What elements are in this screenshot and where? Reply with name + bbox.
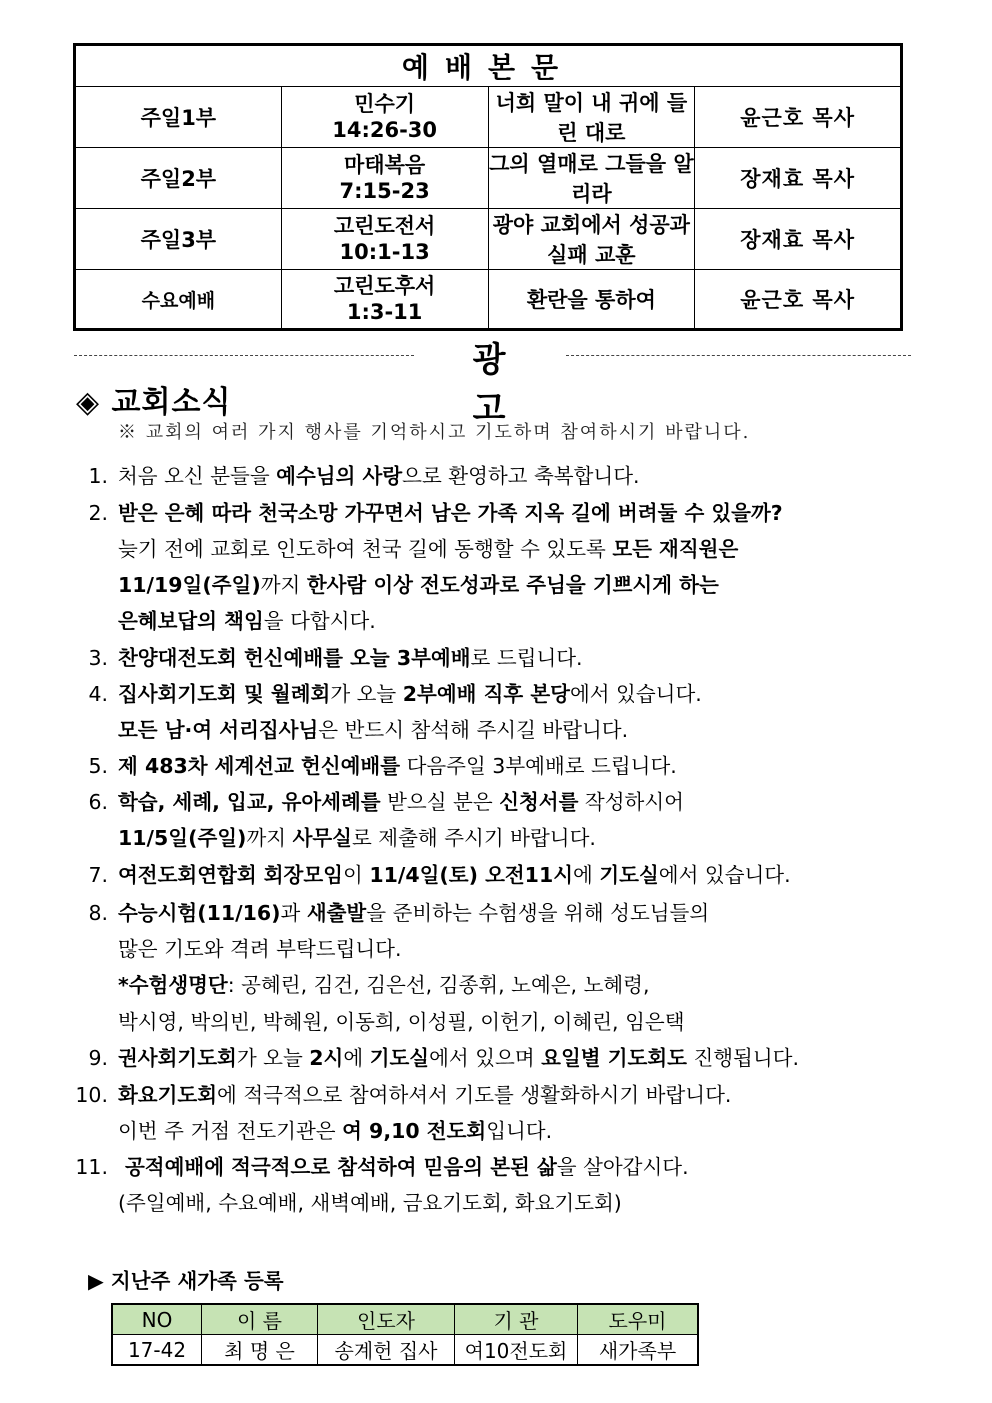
table-row xyxy=(112,1335,698,1366)
table-row xyxy=(75,87,902,148)
announcement-line: 화요기도회에 적극적으로 참여하셔서 기도를 생활화하시기 바랍니다. xyxy=(118,1083,732,1107)
service-name: 수요예배 xyxy=(75,270,282,330)
item-number: 2. xyxy=(88,501,108,525)
announcement-line: 많은 기도와 격려 부탁드립니다. xyxy=(118,937,402,961)
sermon-table-title: 예배본문 xyxy=(75,45,902,87)
divider-left xyxy=(74,355,414,356)
table-cell: 17-42 xyxy=(112,1335,202,1366)
announcement-line: *수험생명단: 공혜린, 김건, 김은선, 김종휘, 노예은, 노혜령, xyxy=(118,973,650,997)
table-cell: 새가족부 xyxy=(578,1335,699,1366)
column-header: 기 관 xyxy=(455,1304,578,1335)
table-row xyxy=(75,148,902,209)
scripture-ref: 고린도후서 1:3-11 xyxy=(281,270,488,330)
item-number: 6. xyxy=(88,790,108,814)
table-cell: 송계헌 집사 xyxy=(318,1335,455,1366)
announcement-line: 받은 은혜 따라 천국소망 가꾸면서 남은 가족 지옥 길에 버려둘 수 있을까? xyxy=(118,501,783,525)
announcement-line: 제 483차 세계선교 헌신예배를 다음주일 3부예배로 드립니다. xyxy=(118,754,677,778)
scripture-ref: 고린도전서 10:1-13 xyxy=(281,209,488,270)
announcement-line: 찬양대전도회 헌신예배를 오늘 3부예배로 드립니다. xyxy=(118,646,583,670)
preacher: 장재효 목사 xyxy=(695,209,902,270)
announcement-line: 이번 주 거점 전도기관은 여 9,10 전도회입니다. xyxy=(118,1119,553,1143)
divider-right xyxy=(566,355,911,356)
announcement-line: 은혜보답의 책임을 다합시다. xyxy=(118,609,376,633)
table-cell: 여10전도회 xyxy=(455,1335,578,1366)
sermon-table xyxy=(73,43,903,331)
announcement-line: 수능시험(11/16)과 새출발을 준비하는 수험생을 위해 성도님들의 xyxy=(118,901,710,925)
column-header: 이 름 xyxy=(202,1304,318,1335)
announcement-line: 모든 남·여 서리집사님은 반드시 참석해 주시길 바랍니다. xyxy=(118,718,629,742)
item-number: 3. xyxy=(88,646,108,670)
item-number: 5. xyxy=(88,754,108,778)
item-number: 8. xyxy=(88,901,108,925)
announcement-line: 공적예배에 적극적으로 참석하여 믿음의 본된 삶을 살아갑시다. xyxy=(125,1155,689,1179)
announcement-line: 학습, 세례, 입교, 유아세례를 받으실 분은 신청서를 작성하시어 xyxy=(118,790,684,814)
announcement-line: 박시영, 박의빈, 박혜원, 이동희, 이성필, 이헌기, 이혜린, 임은택 xyxy=(118,1010,685,1034)
announcement-line: (주일예배, 수요예배, 새벽예배, 금요기도회, 화요기도회) xyxy=(118,1191,622,1215)
sermon-title: 환란을 통하여 xyxy=(488,270,695,330)
scripture-ref: 민수기 14:26-30 xyxy=(281,87,488,148)
item-number: 10. xyxy=(75,1083,108,1107)
service-name: 주일2부 xyxy=(75,148,282,209)
preacher: 윤근호 목사 xyxy=(695,270,902,330)
announcement-line: 11/19일(주일)까지 한사람 이상 전도성과로 주님을 기쁘시게 하는 xyxy=(118,573,719,597)
announcement-line: 여전도회연합회 회장모임이 11/4일(토) 오전11시에 기도실에서 있습니다. xyxy=(118,863,791,887)
column-header: NO xyxy=(112,1304,202,1335)
table-cell: 최 명 은 xyxy=(202,1335,318,1366)
item-number: 1. xyxy=(88,464,108,488)
scripture-ref: 마태복음 7:15-23 xyxy=(281,148,488,209)
sermon-title: 그의 열매로 그들을 알리라 xyxy=(488,148,695,209)
item-number: 4. xyxy=(88,682,108,706)
item-number: 11. xyxy=(75,1155,108,1179)
new-family-table xyxy=(111,1303,699,1366)
announcement-line: 집사회기도회 및 월례회가 오늘 2부예배 직후 본당에서 있습니다. xyxy=(118,682,702,706)
column-header: 도우미 xyxy=(578,1304,699,1335)
announcement-line: 권사회기도회가 오늘 2시에 기도실에서 있으며 요일별 기도회도 진행됩니다. xyxy=(118,1046,799,1070)
section-heading: ◈ 교회소식 xyxy=(76,385,232,420)
column-header: 인도자 xyxy=(318,1304,455,1335)
table-row xyxy=(75,270,902,330)
new-family-heading: ▶ 지난주 새가족 등록 xyxy=(88,1269,284,1293)
preacher: 장재효 목사 xyxy=(695,148,902,209)
item-number: 7. xyxy=(88,863,108,887)
sermon-title: 광야 교회에서 성공과 실패 교훈 xyxy=(488,209,695,270)
table-row xyxy=(75,209,902,270)
service-name: 주일3부 xyxy=(75,209,282,270)
item-number: 9. xyxy=(88,1046,108,1070)
announcement-line: 처음 오신 분들을 예수님의 사랑으로 환영하고 축복합니다. xyxy=(118,464,640,488)
announcement-line: 11/5일(주일)까지 사무실로 제출해 주시기 바랍니다. xyxy=(118,826,596,850)
sermon-title: 너희 말이 내 귀에 들린 대로 xyxy=(488,87,695,148)
service-name: 주일1부 xyxy=(75,87,282,148)
table-header-row xyxy=(112,1304,698,1335)
section-note: ※ 교회의 여러 가지 행사를 기억하시고 기도하며 참여하시기 바랍니다. xyxy=(118,422,751,443)
announcement-title: 광고 xyxy=(472,340,548,429)
preacher: 윤근호 목사 xyxy=(695,87,902,148)
announcement-line: 늦기 전에 교회로 인도하여 천국 길에 동행할 수 있도록 모든 재직원은 xyxy=(118,537,739,561)
